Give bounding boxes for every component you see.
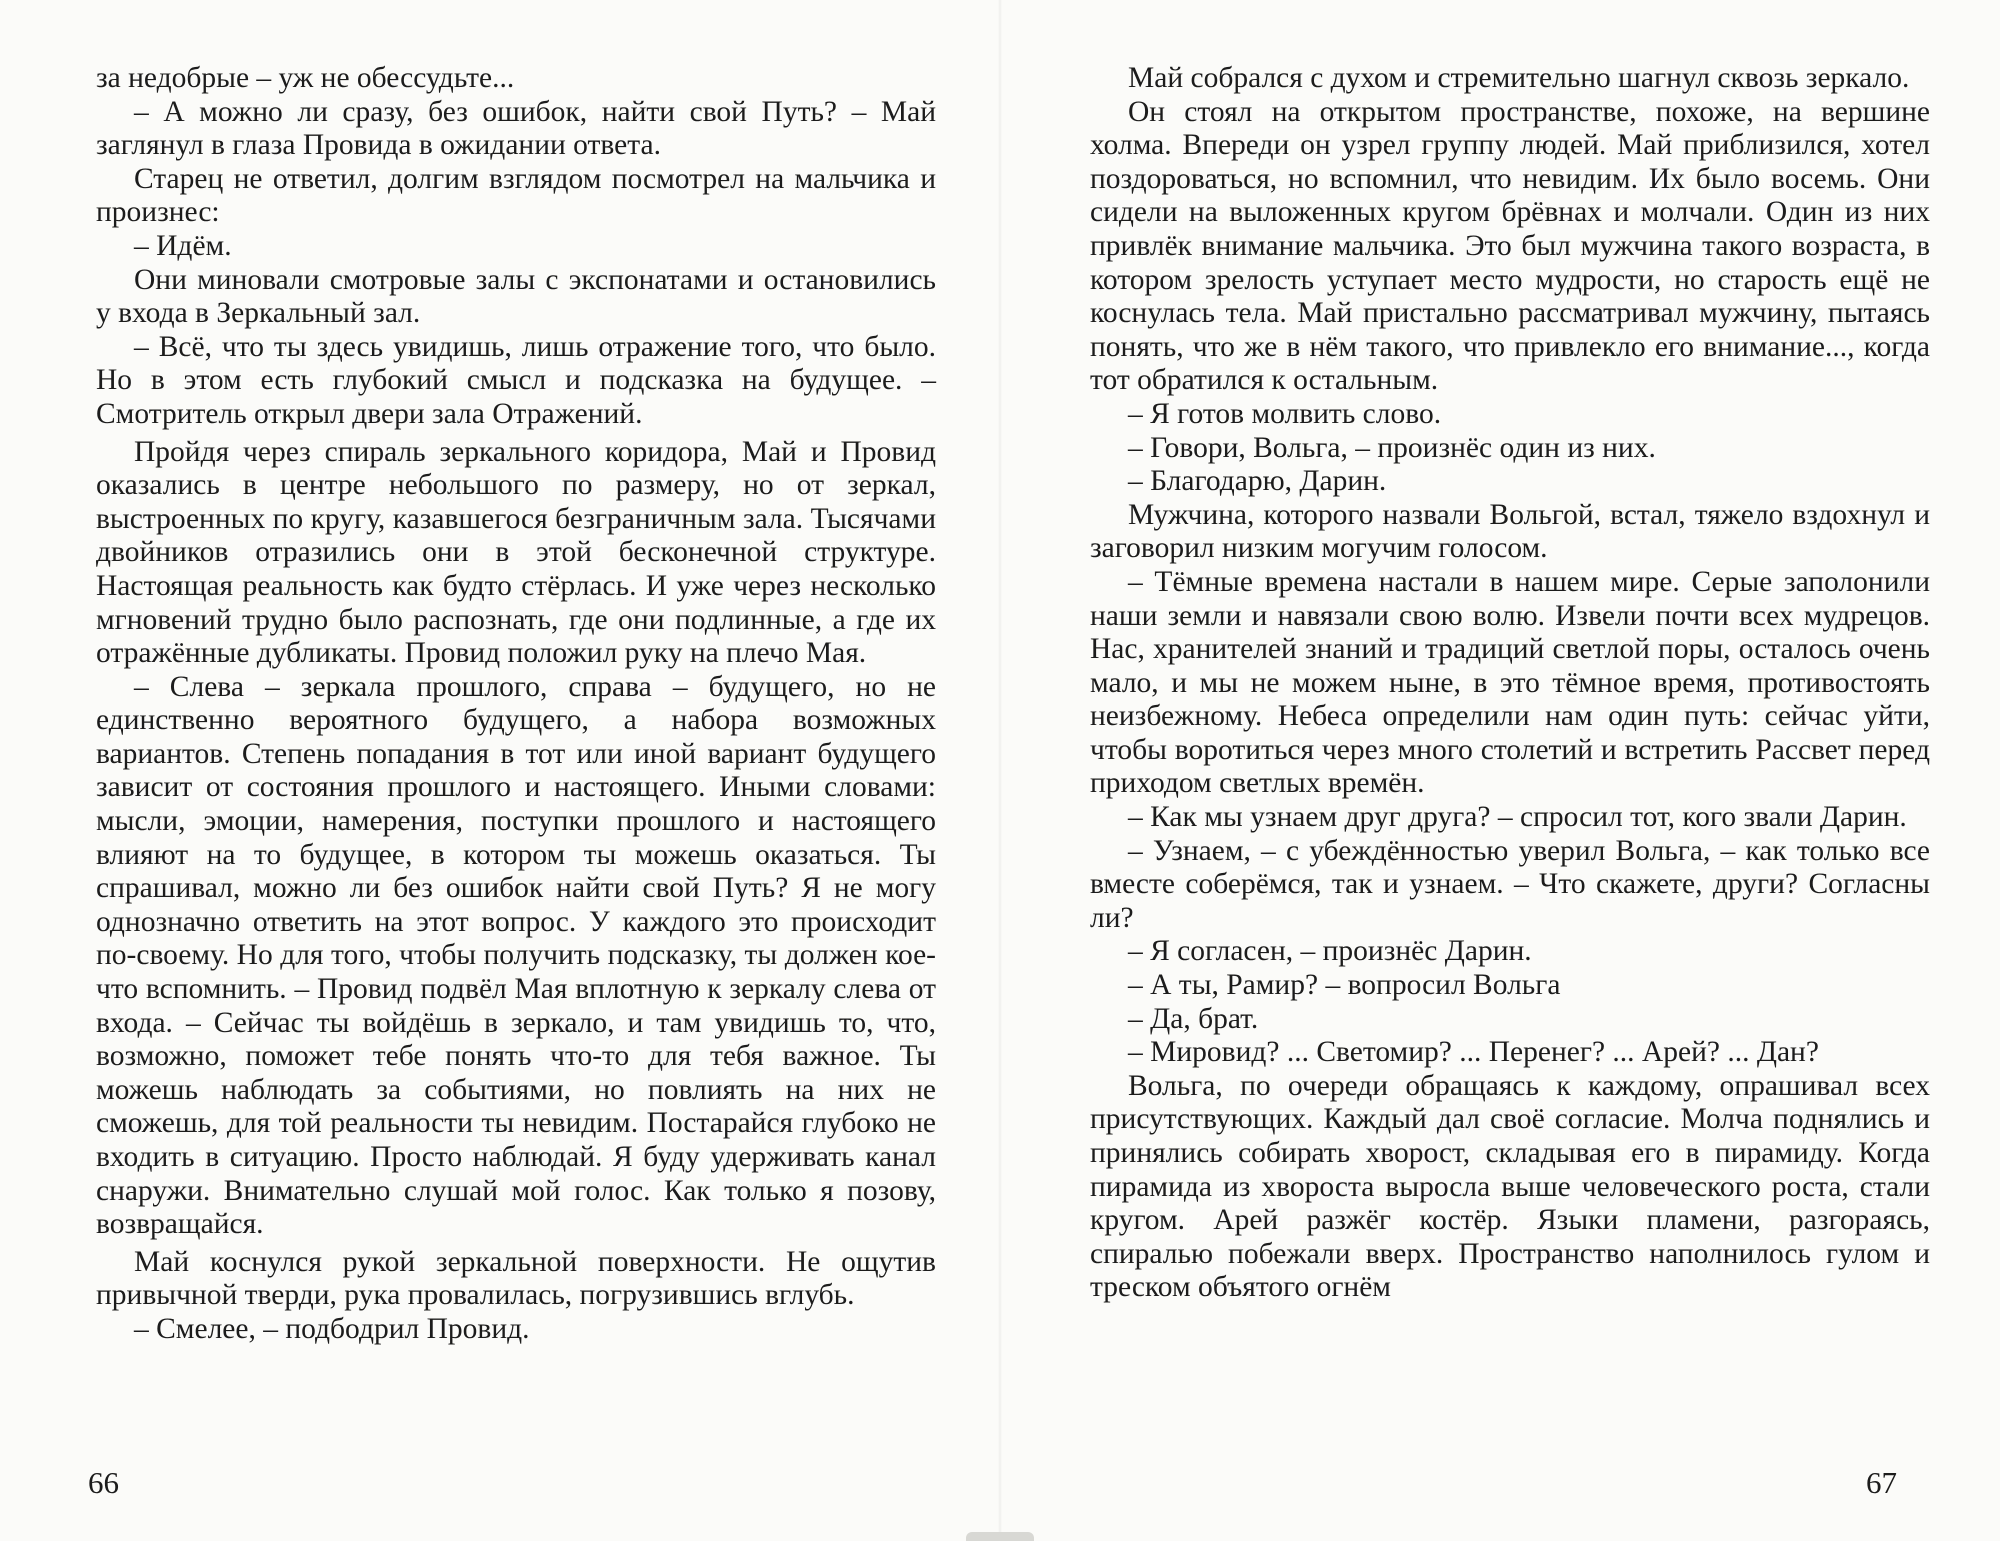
right-paragraph-9: – Узнаем, – с убеждённостью уверил Вольга, – как только все вместе соберёмся, так и узнаем. – Что скажете, други? Согласны ли? — [1090, 834, 1930, 934]
left-paragraph-5: Они миновали смотровые залы с экспонатами и остановились у входа в Зеркальный зал. — [96, 263, 936, 330]
left-paragraph-10: – Смелее, – подбодрил Провид. — [134, 1312, 530, 1345]
left-paragraph-7: Пройдя через спираль зеркального коридора, Май и Провид оказались в центре небольшого по размеру, но от зеркал, выстроенных по кругу, казавшегося безграничным зала. Тысячами двойников отразились они в этой бесконечной структуре. Настоящая реальность как будто стёрлась. И уже через несколько мгновений трудно было распознать, где они подлинные, а где их отражённые дубликаты. Провид положил руку на плечо Мая. — [96, 435, 936, 670]
right-paragraph-8: – Как мы узнаем друг друга? – спросил тот, кого звали Дарин. — [1128, 801, 1907, 834]
right-paragraph-12: – Да, брат. — [1128, 1002, 1259, 1035]
left-page-number: 66 — [88, 1465, 119, 1500]
left-paragraph-2: – А можно ли сразу, без ошибок, найти свой Путь? – Май заглянул в глаза Провида в ожидании ответа. — [96, 95, 936, 162]
left-paragraph-4: – Идём. — [134, 229, 232, 262]
right-paragraph-11: – А ты, Рамир? – вопросил Вольга — [1128, 969, 1561, 1002]
right-paragraph-13: – Мировид? ... Светомир? ... Перенег? ... Арей? ... Дан? — [1128, 1036, 1819, 1069]
right-paragraph-2: Он стоял на открытом пространстве, похоже, на вершине холма. Впереди он узрел группу людей. Май приблизился, хотел поздороваться, но вспомнил, что невидим. Их было восемь. Они сидели на выложенных кругом брёвнах и молчали. Один из них привлёк внимание мальчика. Это был мужчина такого возраста, в котором зрелость уступает место мудрости, но старость ещё не коснулась тела. Май пристально рассматривал мужчину, пытаясь понять, что же в нём такого, что привлекло его внимание..., когда тот обратился к остальным. — [1090, 95, 1930, 397]
left-paragraph-9: Май коснулся рукой зеркальной поверхности. Не ощутив привычной тверди, рука провалилась, погрузившись вглубь. — [96, 1245, 936, 1312]
right-page-number: 67 — [1866, 1465, 1897, 1500]
left-paragraph-6: – Всё, что ты здесь увидишь, лишь отражение того, что было. Но в этом есть глубокий смысл и подсказка на будущее. – Смотритель открыл двери зала Отражений. — [96, 330, 936, 430]
right-paragraph-3: – Я готов молвить слово. — [1128, 397, 1442, 430]
left-paragraph-1: за недобрые – уж не обессудьте... — [96, 62, 515, 94]
right-paragraph-10: – Я согласен, – произнёс Дарин. — [1128, 935, 1532, 968]
right-page-text — [1090, 62, 1930, 1305]
right-paragraph-7: – Тёмные времена настали в нашем мире. Серые заполонили наши земли и навязали свою волю. Извели почти всех мудрецов. Нас, хранителей знаний и традиций светлой поры, осталось очень мало, и мы не можем ныне, в это тёмное время, противостоять неизбежному. Небеса определили нам один путь: сейчас уйти, чтобы воротиться через много столетий и встретить Рассвет перед приходом светлых времён. — [1090, 565, 1930, 800]
right-paragraph-4: – Говори, Вольга, – произнёс один из них. — [1128, 431, 1656, 464]
left-paragraph-8: – Слева – зеркала прошлого, справа – будущего, но не единственно вероятного будущего, а набора возможных вариантов. Степень попадания в тот или иной вариант будущего зависит от состояния прошлого и настоящего. Иными словами: мысли, эмоции, намерения, поступки прошлого и настоящего влияют на то будущее, в котором ты можешь оказаться. Ты спрашивал, можно ли без ошибок найти свой Путь? Я не могу однозначно ответить на этот вопрос. У каждого это происходит по-своему. Но для того, чтобы получить подсказку, ты должен кое-что вспомнить. – Провид подвёл Мая вплотную к зеркалу слева от входа. – Сейчас ты войдёшь в зеркало, и там увидишь то, что, возможно, поможет тебе понять что-то для тебя важное. Ты можешь наблюдать за событиями, но повлиять на них не сможешь, для той реальности ты невидим. Постарайся глубоко не входить в ситуацию. Просто наблюдай. Я буду удерживать канал снаружи. Внимательно слушай мой голос. Как только я позову, возвращайся. — [96, 670, 936, 1241]
right-paragraph-14: Вольга, по очереди обращаясь к каждому, опрашивал всех присутствующих. Каждый дал своё согласие. Молча поднялись и принялись собирать хворост, складывая его в пирамиду. Когда пирамида из хвороста выросла выше человеческого роста, стали кругом. Арей разжёг костёр. Языки пламени, разгораясь, спиралью побежали вверх. Пространство наполнилось гулом и треском объятого огнём — [1090, 1069, 1930, 1304]
right-paragraph-5: – Благодарю, Дарин. — [1128, 465, 1387, 498]
book-gutter — [998, 0, 1002, 1541]
left-page-text — [96, 62, 936, 1347]
left-paragraph-3: Старец не ответил, долгим взглядом посмотрел на мальчика и произнес: — [96, 162, 936, 229]
scan-edge-mark — [966, 1532, 1034, 1541]
right-paragraph-6: Мужчина, которого назвали Вольгой, встал, тяжело вздохнул и заговорил низким могучим голосом. — [1090, 498, 1930, 565]
right-paragraph-1: Май собрался с духом и стремительно шагнул сквозь зеркало. — [1128, 62, 1910, 94]
